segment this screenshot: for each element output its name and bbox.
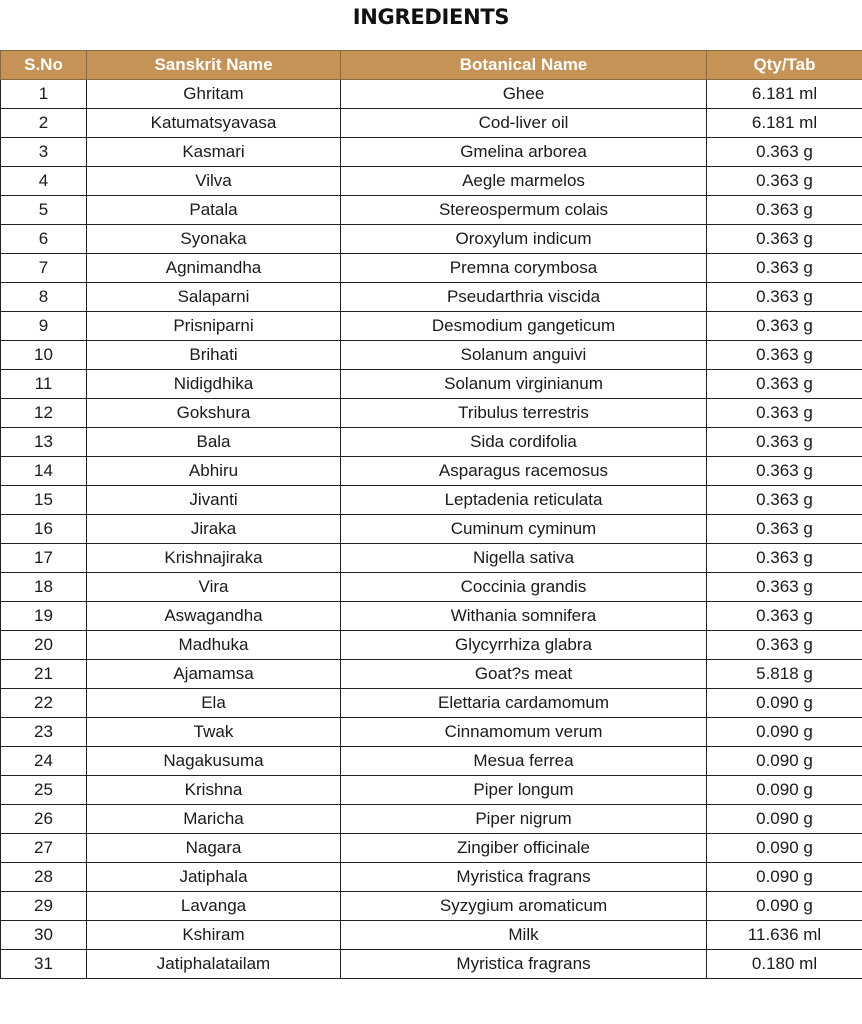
- cell-sanskrit-name: Bala: [87, 428, 341, 457]
- cell-qty-per-tab: 0.363 g: [707, 457, 862, 486]
- cell-qty-per-tab: 0.363 g: [707, 602, 862, 631]
- cell-sno: 2: [1, 109, 87, 138]
- table-row: [1, 399, 862, 428]
- table-row: [1, 225, 862, 254]
- table-row: [1, 834, 862, 863]
- cell-qty-per-tab: 0.090 g: [707, 718, 862, 747]
- cell-sanskrit-name: Jiraka: [87, 515, 341, 544]
- cell-botanical-name: Milk: [341, 921, 707, 950]
- cell-sno: 29: [1, 892, 87, 921]
- table-row: [1, 515, 862, 544]
- cell-sanskrit-name: Madhuka: [87, 631, 341, 660]
- cell-botanical-name: Nigella sativa: [341, 544, 707, 573]
- cell-sno: 10: [1, 341, 87, 370]
- cell-qty-per-tab: 0.363 g: [707, 486, 862, 515]
- cell-sno: 31: [1, 950, 87, 979]
- cell-botanical-name: Goat?s meat: [341, 660, 707, 689]
- cell-botanical-name: Aegle marmelos: [341, 167, 707, 196]
- cell-qty-per-tab: 11.636 ml: [707, 921, 862, 950]
- table-row: [1, 544, 862, 573]
- cell-botanical-name: Piper nigrum: [341, 805, 707, 834]
- cell-botanical-name: Syzygium aromaticum: [341, 892, 707, 921]
- cell-qty-per-tab: 0.090 g: [707, 834, 862, 863]
- cell-qty-per-tab: 0.363 g: [707, 283, 862, 312]
- table-row: [1, 80, 862, 109]
- cell-botanical-name: Zingiber officinale: [341, 834, 707, 863]
- table-header: [1, 51, 862, 80]
- cell-qty-per-tab: 0.090 g: [707, 776, 862, 805]
- table-row: [1, 950, 862, 979]
- cell-sno: 30: [1, 921, 87, 950]
- cell-botanical-name: Asparagus racemosus: [341, 457, 707, 486]
- table-body: [1, 80, 862, 979]
- cell-sno: 18: [1, 573, 87, 602]
- cell-sanskrit-name: Jivanti: [87, 486, 341, 515]
- cell-sanskrit-name: Vilva: [87, 167, 341, 196]
- cell-qty-per-tab: 0.090 g: [707, 689, 862, 718]
- cell-botanical-name: Solanum virginianum: [341, 370, 707, 399]
- table-row: [1, 370, 862, 399]
- cell-sno: 6: [1, 225, 87, 254]
- table-row: [1, 805, 862, 834]
- cell-sno: 7: [1, 254, 87, 283]
- header-qty-per-tab: Qty/Tab: [707, 51, 862, 80]
- cell-sno: 13: [1, 428, 87, 457]
- cell-sanskrit-name: Krishnajiraka: [87, 544, 341, 573]
- cell-botanical-name: Leptadenia reticulata: [341, 486, 707, 515]
- cell-sanskrit-name: Nagara: [87, 834, 341, 863]
- cell-qty-per-tab: 0.090 g: [707, 805, 862, 834]
- cell-botanical-name: Sida cordifolia: [341, 428, 707, 457]
- cell-sanskrit-name: Jatiphala: [87, 863, 341, 892]
- cell-botanical-name: Desmodium gangeticum: [341, 312, 707, 341]
- cell-sno: 28: [1, 863, 87, 892]
- cell-sanskrit-name: Syonaka: [87, 225, 341, 254]
- cell-qty-per-tab: 0.090 g: [707, 863, 862, 892]
- cell-sanskrit-name: Ajamamsa: [87, 660, 341, 689]
- table-row: [1, 921, 862, 950]
- cell-qty-per-tab: 0.090 g: [707, 747, 862, 776]
- cell-sanskrit-name: Aswagandha: [87, 602, 341, 631]
- cell-botanical-name: Cinnamomum verum: [341, 718, 707, 747]
- cell-botanical-name: Solanum anguivi: [341, 341, 707, 370]
- cell-botanical-name: Premna corymbosa: [341, 254, 707, 283]
- table-row: [1, 109, 862, 138]
- cell-botanical-name: Withania somnifera: [341, 602, 707, 631]
- cell-qty-per-tab: 0.363 g: [707, 399, 862, 428]
- cell-qty-per-tab: 0.363 g: [707, 341, 862, 370]
- cell-qty-per-tab: 0.363 g: [707, 544, 862, 573]
- table-row: [1, 486, 862, 515]
- cell-botanical-name: Mesua ferrea: [341, 747, 707, 776]
- cell-botanical-name: Oroxylum indicum: [341, 225, 707, 254]
- cell-sanskrit-name: Twak: [87, 718, 341, 747]
- cell-sno: 23: [1, 718, 87, 747]
- table-row: [1, 312, 862, 341]
- cell-sno: 11: [1, 370, 87, 399]
- cell-sanskrit-name: Maricha: [87, 805, 341, 834]
- cell-botanical-name: Myristica fragrans: [341, 863, 707, 892]
- cell-sanskrit-name: Patala: [87, 196, 341, 225]
- table-row: [1, 747, 862, 776]
- cell-sno: 14: [1, 457, 87, 486]
- cell-sno: 27: [1, 834, 87, 863]
- cell-sanskrit-name: Katumatsyavasa: [87, 109, 341, 138]
- cell-sno: 21: [1, 660, 87, 689]
- cell-sanskrit-name: Brihati: [87, 341, 341, 370]
- cell-qty-per-tab: 0.090 g: [707, 892, 862, 921]
- table-row: [1, 776, 862, 805]
- table-row: [1, 283, 862, 312]
- ingredients-table: [0, 50, 862, 979]
- cell-sno: 16: [1, 515, 87, 544]
- cell-sno: 20: [1, 631, 87, 660]
- cell-sno: 9: [1, 312, 87, 341]
- table-row: [1, 689, 862, 718]
- cell-sanskrit-name: Lavanga: [87, 892, 341, 921]
- cell-sanskrit-name: Jatiphalatailam: [87, 950, 341, 979]
- cell-sno: 12: [1, 399, 87, 428]
- cell-qty-per-tab: 0.180 ml: [707, 950, 862, 979]
- cell-sanskrit-name: Salaparni: [87, 283, 341, 312]
- table-row: [1, 602, 862, 631]
- cell-sno: 17: [1, 544, 87, 573]
- table-row: [1, 138, 862, 167]
- cell-qty-per-tab: 0.363 g: [707, 138, 862, 167]
- cell-qty-per-tab: 0.363 g: [707, 515, 862, 544]
- table-row: [1, 196, 862, 225]
- table-row: [1, 631, 862, 660]
- table-row: [1, 254, 862, 283]
- cell-botanical-name: Coccinia grandis: [341, 573, 707, 602]
- cell-qty-per-tab: 0.363 g: [707, 573, 862, 602]
- cell-sno: 19: [1, 602, 87, 631]
- table-row: [1, 428, 862, 457]
- table-row: [1, 341, 862, 370]
- cell-botanical-name: Ghee: [341, 80, 707, 109]
- cell-botanical-name: Myristica fragrans: [341, 950, 707, 979]
- cell-qty-per-tab: 5.818 g: [707, 660, 862, 689]
- cell-sanskrit-name: Kasmari: [87, 138, 341, 167]
- cell-qty-per-tab: 0.363 g: [707, 370, 862, 399]
- cell-sno: 1: [1, 80, 87, 109]
- cell-sanskrit-name: Nidigdhika: [87, 370, 341, 399]
- cell-sno: 5: [1, 196, 87, 225]
- cell-sanskrit-name: Krishna: [87, 776, 341, 805]
- cell-qty-per-tab: 0.363 g: [707, 254, 862, 283]
- header-sanskrit-name: Sanskrit Name: [87, 51, 341, 80]
- cell-sanskrit-name: Agnimandha: [87, 254, 341, 283]
- cell-botanical-name: Glycyrrhiza glabra: [341, 631, 707, 660]
- cell-sno: 8: [1, 283, 87, 312]
- cell-sno: 24: [1, 747, 87, 776]
- cell-botanical-name: Piper longum: [341, 776, 707, 805]
- table-row: [1, 863, 862, 892]
- cell-sno: 26: [1, 805, 87, 834]
- table-row: [1, 167, 862, 196]
- cell-sno: 25: [1, 776, 87, 805]
- cell-sanskrit-name: Vira: [87, 573, 341, 602]
- cell-qty-per-tab: 6.181 ml: [707, 109, 862, 138]
- cell-sanskrit-name: Prisniparni: [87, 312, 341, 341]
- cell-sanskrit-name: Ghritam: [87, 80, 341, 109]
- cell-qty-per-tab: 0.363 g: [707, 167, 862, 196]
- cell-botanical-name: Cod-liver oil: [341, 109, 707, 138]
- cell-qty-per-tab: 6.181 ml: [707, 80, 862, 109]
- table-row: [1, 660, 862, 689]
- cell-qty-per-tab: 0.363 g: [707, 312, 862, 341]
- cell-botanical-name: Tribulus terrestris: [341, 399, 707, 428]
- cell-botanical-name: Gmelina arborea: [341, 138, 707, 167]
- cell-sno: 15: [1, 486, 87, 515]
- cell-sno: 4: [1, 167, 87, 196]
- cell-sanskrit-name: Kshiram: [87, 921, 341, 950]
- table-row: [1, 457, 862, 486]
- cell-botanical-name: Elettaria cardamomum: [341, 689, 707, 718]
- cell-sno: 3: [1, 138, 87, 167]
- cell-sanskrit-name: Gokshura: [87, 399, 341, 428]
- cell-sno: 22: [1, 689, 87, 718]
- cell-qty-per-tab: 0.363 g: [707, 631, 862, 660]
- header-sno: S.No: [1, 51, 87, 80]
- cell-botanical-name: Pseudarthria viscida: [341, 283, 707, 312]
- cell-qty-per-tab: 0.363 g: [707, 428, 862, 457]
- cell-qty-per-tab: 0.363 g: [707, 196, 862, 225]
- header-row: [1, 51, 862, 80]
- cell-qty-per-tab: 0.363 g: [707, 225, 862, 254]
- cell-sanskrit-name: Abhiru: [87, 457, 341, 486]
- cell-botanical-name: Cuminum cyminum: [341, 515, 707, 544]
- cell-sanskrit-name: Nagakusuma: [87, 747, 341, 776]
- table-row: [1, 718, 862, 747]
- table-row: [1, 573, 862, 602]
- table-row: [1, 892, 862, 921]
- header-botanical-name: Botanical Name: [341, 51, 707, 80]
- page-title: INGREDIENTS: [352, 5, 510, 29]
- cell-botanical-name: Stereospermum colais: [341, 196, 707, 225]
- cell-sanskrit-name: Ela: [87, 689, 341, 718]
